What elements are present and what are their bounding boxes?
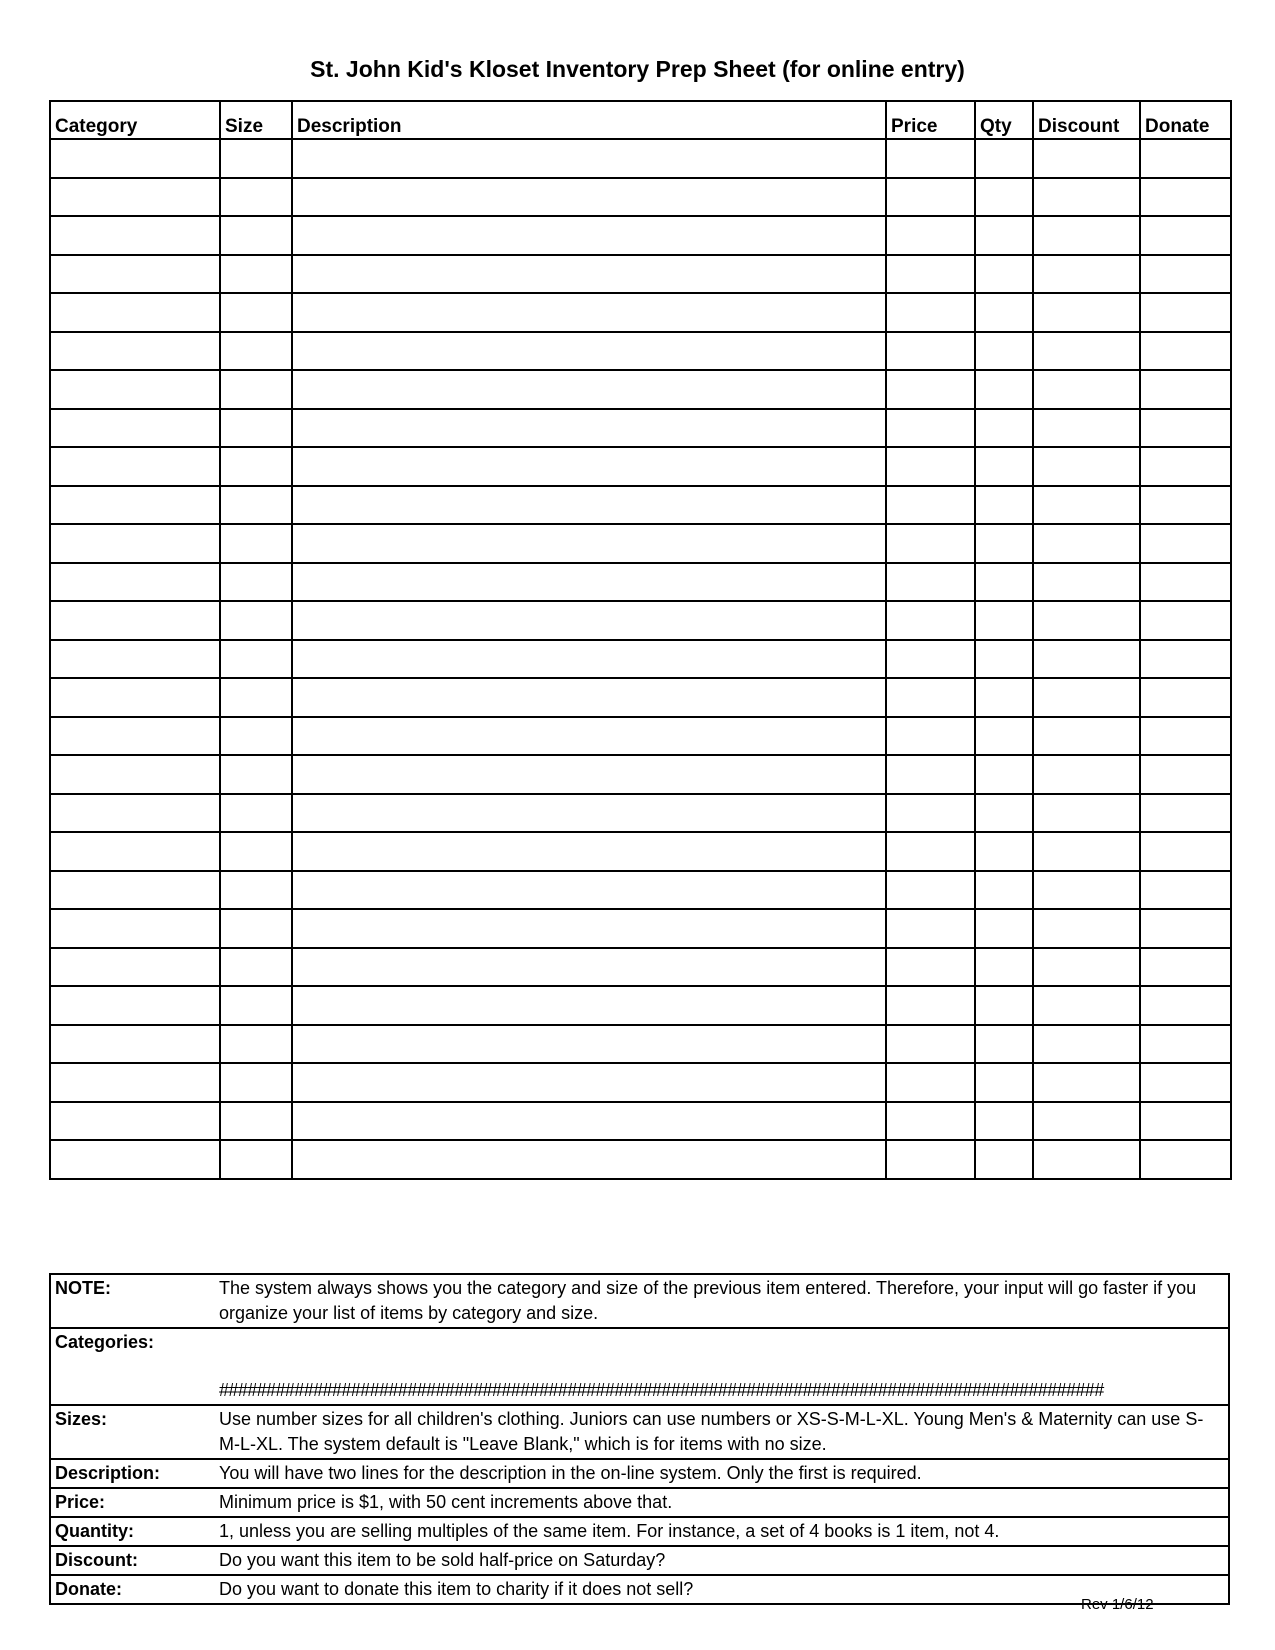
quantity-text: 1, unless you are selling multiples of the same item. For instance, a set of 4 books is 1 item, not 4. (215, 1517, 1229, 1546)
category-cell[interactable] (50, 1102, 220, 1141)
discount-cell[interactable] (1033, 601, 1140, 640)
table-row (50, 986, 1231, 1025)
qty-cell[interactable] (975, 1102, 1033, 1141)
description-cell[interactable] (292, 139, 886, 178)
description-cell[interactable] (292, 563, 886, 602)
qty-cell[interactable] (975, 370, 1033, 409)
table-row (50, 1063, 1231, 1102)
description-row (50, 1459, 1229, 1488)
donate-cell[interactable] (1140, 178, 1231, 217)
table-row (50, 1102, 1231, 1141)
discount-cell[interactable] (1033, 717, 1140, 756)
qty-cell[interactable] (975, 678, 1033, 717)
discount-cell[interactable] (1033, 409, 1140, 448)
discount-cell[interactable] (1033, 986, 1140, 1025)
description-cell[interactable] (292, 717, 886, 756)
discount-cell[interactable] (1033, 332, 1140, 371)
sizes-text: Use number sizes for all children's clothing. Juniors can use numbers or XS-S-M-L-XL. Young Men's & Maternity can use S-M-L-XL. The system default is "Leave Blank," which is for items with no size. (215, 1405, 1229, 1459)
discount-cell[interactable] (1033, 293, 1140, 332)
discount-cell[interactable] (1033, 871, 1140, 910)
qty-cell[interactable] (975, 717, 1033, 756)
donate-cell[interactable] (1140, 447, 1231, 486)
category-cell[interactable] (50, 948, 220, 987)
page-title: St. John Kid's Kloset Inventory Prep Sheet (for online entry) (310, 56, 965, 82)
discount-cell[interactable] (1033, 1025, 1140, 1064)
category-cell[interactable] (50, 409, 220, 448)
category-cell[interactable] (50, 640, 220, 679)
size-cell[interactable] (220, 178, 292, 217)
category-cell[interactable] (50, 1140, 220, 1179)
description-cell[interactable] (292, 640, 886, 679)
donate-cell[interactable] (1140, 332, 1231, 371)
donate-cell[interactable] (1140, 601, 1231, 640)
price-cell[interactable] (886, 948, 975, 987)
description-cell[interactable] (292, 832, 886, 871)
price-text: Minimum price is $1, with 50 cent increments above that. (215, 1488, 1229, 1517)
category-cell[interactable] (50, 909, 220, 948)
qty-cell[interactable] (975, 1025, 1033, 1064)
price-cell[interactable] (886, 1102, 975, 1141)
description-cell[interactable] (292, 1025, 886, 1064)
price-cell[interactable] (886, 640, 975, 679)
size-cell[interactable] (220, 601, 292, 640)
size-cell[interactable] (220, 1063, 292, 1102)
category-cell[interactable] (50, 332, 220, 371)
donate-text: Do you want to donate this item to charity if it does not sell? (215, 1575, 1229, 1604)
qty-cell[interactable] (975, 486, 1033, 525)
category-cell[interactable] (50, 871, 220, 910)
table-row (50, 871, 1231, 910)
donate-cell[interactable] (1140, 871, 1231, 910)
table-row (50, 409, 1231, 448)
category-cell[interactable] (50, 794, 220, 833)
donate-cell[interactable] (1140, 1025, 1231, 1064)
price-cell[interactable] (886, 794, 975, 833)
qty-cell[interactable] (975, 216, 1033, 255)
inventory-table (49, 100, 1232, 1180)
price-cell[interactable] (886, 293, 975, 332)
size-cell[interactable] (220, 1102, 292, 1141)
description-cell[interactable] (292, 486, 886, 525)
size-cell[interactable] (220, 563, 292, 602)
sizes-label: Sizes: (50, 1405, 215, 1459)
discount-cell[interactable] (1033, 216, 1140, 255)
qty-cell[interactable] (975, 832, 1033, 871)
categories-label: Categories: (50, 1328, 215, 1405)
category-cell[interactable] (50, 1025, 220, 1064)
table-row (50, 216, 1231, 255)
categories-overflow-text: ############################################################################################## (219, 1380, 1104, 1400)
price-cell[interactable] (886, 755, 975, 794)
size-cell[interactable] (220, 332, 292, 371)
discount-cell[interactable] (1033, 486, 1140, 525)
notes-table (49, 1273, 1230, 1605)
table-row (50, 139, 1231, 178)
discount-cell[interactable] (1033, 755, 1140, 794)
description-cell[interactable] (292, 1140, 886, 1179)
qty-cell[interactable] (975, 563, 1033, 602)
category-cell[interactable] (50, 255, 220, 294)
price-cell[interactable] (886, 717, 975, 756)
size-cell[interactable] (220, 447, 292, 486)
size-cell[interactable] (220, 409, 292, 448)
discount-cell[interactable] (1033, 1140, 1140, 1179)
category-cell[interactable] (50, 755, 220, 794)
qty-cell[interactable] (975, 601, 1033, 640)
qty-cell[interactable] (975, 255, 1033, 294)
donate-cell[interactable] (1140, 486, 1231, 525)
price-cell[interactable] (886, 524, 975, 563)
qty-cell[interactable] (975, 871, 1033, 910)
qty-cell[interactable] (975, 755, 1033, 794)
donate-cell[interactable] (1140, 832, 1231, 871)
qty-cell[interactable] (975, 1063, 1033, 1102)
price-cell[interactable] (886, 178, 975, 217)
discount-cell[interactable] (1033, 370, 1140, 409)
discount-label: Discount: (50, 1546, 215, 1575)
category-cell[interactable] (50, 447, 220, 486)
discount-cell[interactable] (1033, 139, 1140, 178)
size-cell[interactable] (220, 370, 292, 409)
note-row (50, 1274, 1229, 1328)
table-row (50, 640, 1231, 679)
description-cell[interactable] (292, 332, 886, 371)
revision-label: Rev 1/6/12 (1081, 1596, 1154, 1613)
category-cell[interactable] (50, 370, 220, 409)
donate-cell[interactable] (1140, 717, 1231, 756)
category-cell[interactable] (50, 678, 220, 717)
description-cell[interactable] (292, 178, 886, 217)
table-row (50, 370, 1231, 409)
donate-cell[interactable] (1140, 293, 1231, 332)
size-cell[interactable] (220, 216, 292, 255)
column-header-donate: Donate (1140, 101, 1231, 139)
table-row (50, 832, 1231, 871)
table-row (50, 178, 1231, 217)
qty-cell[interactable] (975, 948, 1033, 987)
note-label: NOTE: (50, 1274, 215, 1328)
qty-cell[interactable] (975, 640, 1033, 679)
size-cell[interactable] (220, 293, 292, 332)
category-cell[interactable] (50, 563, 220, 602)
discount-cell[interactable] (1033, 524, 1140, 563)
price-cell[interactable] (886, 1063, 975, 1102)
table-row (50, 909, 1231, 948)
description-cell[interactable] (292, 871, 886, 910)
size-cell[interactable] (220, 755, 292, 794)
price-cell[interactable] (886, 332, 975, 371)
table-row (50, 948, 1231, 987)
donate-cell[interactable] (1140, 948, 1231, 987)
discount-cell[interactable] (1033, 1063, 1140, 1102)
description-cell[interactable] (292, 986, 886, 1025)
price-cell[interactable] (886, 409, 975, 448)
donate-cell[interactable] (1140, 678, 1231, 717)
table-header-row (50, 101, 1231, 139)
description-cell[interactable] (292, 755, 886, 794)
table-row (50, 486, 1231, 525)
donate-cell[interactable] (1140, 216, 1231, 255)
category-cell[interactable] (50, 524, 220, 563)
category-cell[interactable] (50, 139, 220, 178)
column-header-price: Price (886, 101, 975, 139)
categories-row (50, 1328, 1229, 1405)
donate-label: Donate: (50, 1575, 215, 1604)
discount-cell[interactable] (1033, 563, 1140, 602)
qty-cell[interactable] (975, 524, 1033, 563)
discount-cell[interactable] (1033, 178, 1140, 217)
price-cell[interactable] (886, 1025, 975, 1064)
table-row (50, 601, 1231, 640)
discount-cell[interactable] (1033, 794, 1140, 833)
size-cell[interactable] (220, 678, 292, 717)
category-cell[interactable] (50, 486, 220, 525)
price-cell[interactable] (886, 871, 975, 910)
qty-cell[interactable] (975, 139, 1033, 178)
price-cell[interactable] (886, 216, 975, 255)
size-cell[interactable] (220, 1025, 292, 1064)
description-cell[interactable] (292, 409, 886, 448)
description-cell[interactable] (292, 524, 886, 563)
discount-cell[interactable] (1033, 948, 1140, 987)
category-cell[interactable] (50, 986, 220, 1025)
price-cell[interactable] (886, 447, 975, 486)
category-cell[interactable] (50, 601, 220, 640)
price-label: Price: (50, 1488, 215, 1517)
table-row (50, 717, 1231, 756)
donate-cell[interactable] (1140, 370, 1231, 409)
donate-cell[interactable] (1140, 563, 1231, 602)
size-cell[interactable] (220, 909, 292, 948)
size-cell[interactable] (220, 640, 292, 679)
note-text: The system always shows you the category and size of the previous item entered. Therefore, your input will go faster if you organize your list of items by category and size. (215, 1274, 1229, 1328)
price-cell[interactable] (886, 370, 975, 409)
size-cell[interactable] (220, 948, 292, 987)
donate-cell[interactable] (1140, 640, 1231, 679)
price-cell[interactable] (886, 986, 975, 1025)
column-header-category: Category (50, 101, 220, 139)
description-label: Description: (50, 1459, 215, 1488)
price-cell[interactable] (886, 139, 975, 178)
qty-cell[interactable] (975, 409, 1033, 448)
description-cell[interactable] (292, 1102, 886, 1141)
table-row (50, 563, 1231, 602)
discount-cell[interactable] (1033, 640, 1140, 679)
description-cell[interactable] (292, 794, 886, 833)
qty-cell[interactable] (975, 332, 1033, 371)
description-cell[interactable] (292, 678, 886, 717)
price-cell[interactable] (886, 486, 975, 525)
category-cell[interactable] (50, 832, 220, 871)
discount-row (50, 1546, 1229, 1575)
size-cell[interactable] (220, 832, 292, 871)
size-cell[interactable] (220, 717, 292, 756)
size-cell[interactable] (220, 486, 292, 525)
price-cell[interactable] (886, 832, 975, 871)
description-cell[interactable] (292, 601, 886, 640)
table-row (50, 332, 1231, 371)
size-cell[interactable] (220, 255, 292, 294)
table-row (50, 1025, 1231, 1064)
sizes-row (50, 1405, 1229, 1459)
qty-cell[interactable] (975, 1140, 1033, 1179)
table-row (50, 524, 1231, 563)
qty-cell[interactable] (975, 794, 1033, 833)
size-cell[interactable] (220, 986, 292, 1025)
category-cell[interactable] (50, 178, 220, 217)
table-row (50, 293, 1231, 332)
size-cell[interactable] (220, 794, 292, 833)
qty-cell[interactable] (975, 178, 1033, 217)
category-cell[interactable] (50, 1063, 220, 1102)
price-cell[interactable] (886, 601, 975, 640)
donate-cell[interactable] (1140, 1140, 1231, 1179)
column-header-size: Size (220, 101, 292, 139)
donate-cell[interactable] (1140, 139, 1231, 178)
table-row (50, 794, 1231, 833)
donate-cell[interactable] (1140, 755, 1231, 794)
donate-cell[interactable] (1140, 409, 1231, 448)
donate-cell[interactable] (1140, 1063, 1231, 1102)
discount-cell[interactable] (1033, 447, 1140, 486)
description-cell[interactable] (292, 216, 886, 255)
category-cell[interactable] (50, 717, 220, 756)
donate-cell[interactable] (1140, 255, 1231, 294)
size-cell[interactable] (220, 524, 292, 563)
description-cell[interactable] (292, 293, 886, 332)
table-row (50, 678, 1231, 717)
discount-cell[interactable] (1033, 832, 1140, 871)
donate-cell[interactable] (1140, 986, 1231, 1025)
description-cell[interactable] (292, 1063, 886, 1102)
qty-cell[interactable] (975, 447, 1033, 486)
discount-text: Do you want this item to be sold half-price on Saturday? (215, 1546, 1229, 1575)
table-row (50, 447, 1231, 486)
donate-cell[interactable] (1140, 1102, 1231, 1141)
qty-cell[interactable] (975, 293, 1033, 332)
price-cell[interactable] (886, 909, 975, 948)
description-text: You will have two lines for the description in the on-line system. Only the first is required. (215, 1459, 1229, 1488)
size-cell[interactable] (220, 139, 292, 178)
qty-cell[interactable] (975, 986, 1033, 1025)
price-cell[interactable] (886, 1140, 975, 1179)
table-row (50, 755, 1231, 794)
description-cell[interactable] (292, 948, 886, 987)
description-cell[interactable] (292, 370, 886, 409)
price-cell[interactable] (886, 255, 975, 294)
price-row (50, 1488, 1229, 1517)
discount-cell[interactable] (1033, 1102, 1140, 1141)
discount-cell[interactable] (1033, 909, 1140, 948)
category-cell[interactable] (50, 293, 220, 332)
table-row (50, 1140, 1231, 1179)
donate-cell[interactable] (1140, 909, 1231, 948)
table-row (50, 255, 1231, 294)
quantity-row (50, 1517, 1229, 1546)
description-cell[interactable] (292, 255, 886, 294)
column-header-qty: Qty (975, 101, 1033, 139)
size-cell[interactable] (220, 871, 292, 910)
price-cell[interactable] (886, 563, 975, 602)
quantity-label: Quantity: (50, 1517, 215, 1546)
column-header-discount: Discount (1033, 101, 1140, 139)
discount-cell[interactable] (1033, 678, 1140, 717)
description-cell[interactable] (292, 909, 886, 948)
donate-cell[interactable] (1140, 524, 1231, 563)
description-cell[interactable] (292, 447, 886, 486)
donate-cell[interactable] (1140, 794, 1231, 833)
donate-row (50, 1575, 1229, 1604)
price-cell[interactable] (886, 678, 975, 717)
qty-cell[interactable] (975, 909, 1033, 948)
size-cell[interactable] (220, 1140, 292, 1179)
discount-cell[interactable] (1033, 255, 1140, 294)
category-cell[interactable] (50, 216, 220, 255)
column-header-description: Description (292, 101, 886, 139)
